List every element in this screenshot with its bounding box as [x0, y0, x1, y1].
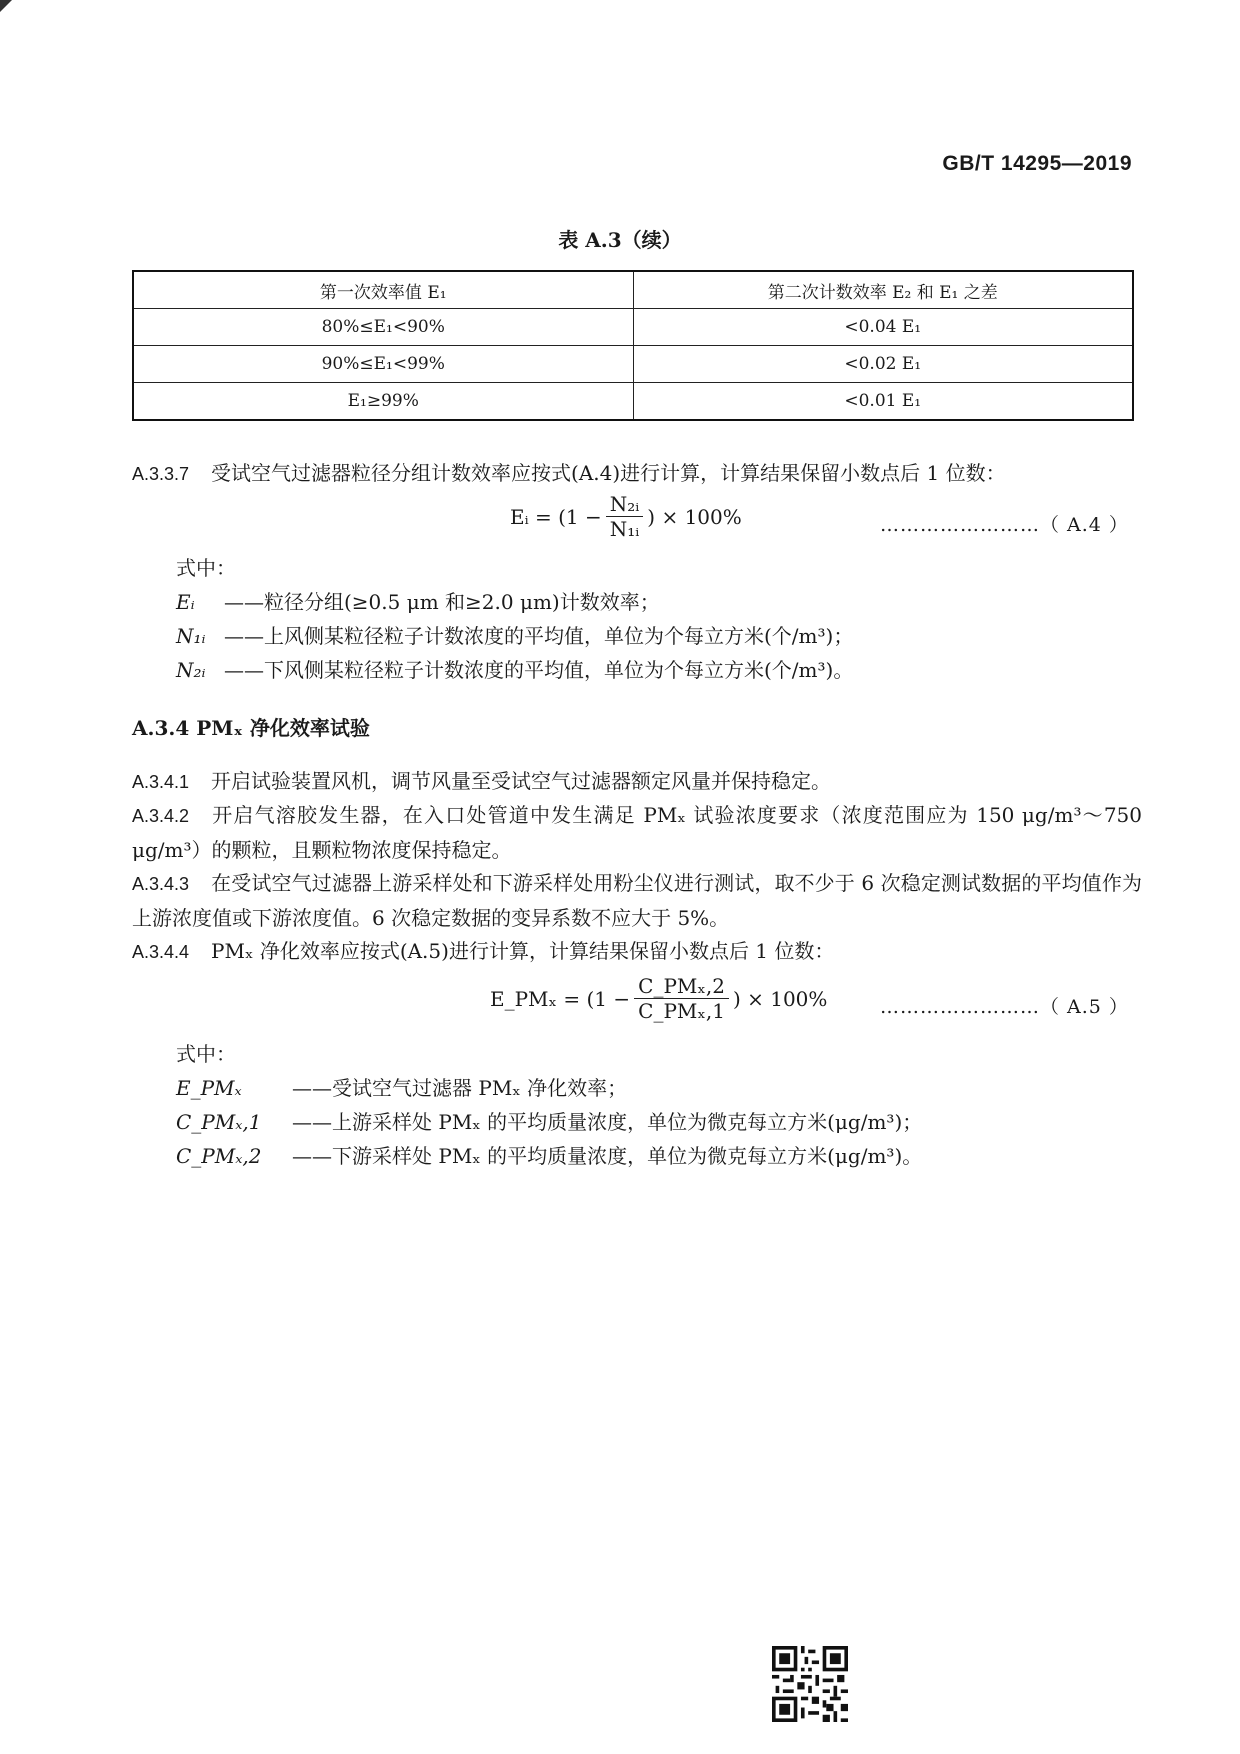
clause-label: A.3.4.2 [132, 806, 190, 826]
formula-lhs: E_PMₓ = (1 − [490, 986, 631, 1011]
standard-number: GB/T 14295—2019 [942, 152, 1132, 175]
variable-row [176, 1072, 627, 1104]
clause-a3344 [132, 934, 1142, 969]
formula-lhs: Eᵢ = (1 − [510, 504, 602, 529]
formula-fraction [606, 492, 644, 541]
variable-row [176, 654, 853, 686]
formula-a4 [510, 492, 742, 541]
table-row [133, 309, 1133, 346]
clause-label: A.3.4.3 [132, 874, 190, 894]
table-cell: <0.02 E₁ [633, 346, 1133, 383]
variable-description: ——上游采样处 PMₓ 的平均质量浓度，单位为微克每立方米(μg/m³)； [292, 1110, 923, 1134]
clause-a337 [132, 456, 1142, 491]
table-row [133, 346, 1133, 383]
table-cell: <0.01 E₁ [633, 383, 1133, 421]
variable-row [176, 1140, 922, 1172]
formula-rhs: ) × 100% [732, 986, 828, 1011]
equation-number: ……………………（ A.4 ） [880, 514, 1129, 536]
where-label: 式中： [176, 1042, 236, 1066]
variable-symbol: E_PMₓ [176, 1076, 242, 1100]
table-cell: 80%≤E₁<90% [133, 309, 633, 346]
formula-numerator: C_PMₓ,2 [634, 974, 729, 999]
variable-description: ——下风侧某粒径粒子计数浓度的平均值，单位为个每立方米(个/m³)。 [224, 658, 854, 682]
variable-row [176, 1106, 922, 1138]
clause-a3341 [132, 764, 1142, 799]
clause-label: A.3.4.4 [132, 942, 190, 962]
clause-text: 在受试空气过滤器上游采样处和下游采样处用粉尘仪进行测试，取不少于 6 次稳定测试数据的平均值作为上游浓度值或下游浓度值。6 次稳定数据的变异系数不应大于 5%。 [132, 871, 1142, 930]
table-cell: E₁≥99% [133, 383, 633, 421]
clause-a3342 [132, 798, 1142, 867]
table-cell: 90%≤E₁<99% [133, 346, 633, 383]
variable-description: ——上风侧某粒径粒子计数浓度的平均值，单位为个每立方米(个/m³)； [224, 624, 854, 648]
table-header-row [133, 271, 1133, 309]
equation-number: ……………………（ A.5 ） [880, 996, 1129, 1018]
variable-row [176, 620, 853, 652]
table-cell: <0.04 E₁ [633, 309, 1133, 346]
section-heading: A.3.4 PMₓ 净化效率试验 [132, 716, 370, 740]
clause-label: A.3.4.1 [132, 772, 190, 792]
variable-symbol: N₂ᵢ [176, 658, 206, 682]
efficiency-table [132, 270, 1134, 421]
qr-code-icon [772, 1646, 848, 1722]
table-title: 表 A.3（续） [558, 228, 682, 252]
formula-rhs: ) × 100% [647, 504, 742, 529]
variable-symbol: Eᵢ [176, 590, 195, 614]
variable-description: ——受试空气过滤器 PMₓ 净化效率； [292, 1076, 628, 1100]
clause-text: PMₓ 净化效率应按式(A.5)进行计算，计算结果保留小数点后 1 位数： [211, 939, 835, 963]
variable-description: ——粒径分组(≥0.5 μm 和≥2.0 μm)计数效率； [224, 590, 660, 614]
clause-text: 开启试验装置风机，调节风量至受试空气过滤器额定风量并保持稳定。 [211, 769, 832, 793]
formula-fraction [634, 974, 729, 1023]
variable-row [176, 586, 660, 618]
clause-text: 受试空气过滤器粒径分组计数效率应按式(A.4)进行计算，计算结果保留小数点后 1 位数： [211, 461, 1006, 485]
formula-denominator: C_PMₓ,1 [638, 999, 725, 1023]
table-header-cell: 第一次效率值 E₁ [133, 271, 633, 309]
variable-symbol: C_PMₓ,2 [176, 1144, 262, 1168]
table-header-cell: 第二次计数效率 E₂ 和 E₁ 之差 [633, 271, 1133, 309]
clause-label: A.3.3.7 [132, 464, 190, 484]
table-row [133, 383, 1133, 421]
clause-text: 开启气溶胶发生器，在入口处管道中发生满足 PMₓ 试验浓度要求（浓度范围应为 150 μg/m³～750 μg/m³）的颗粒，且颗粒物浓度保持稳定。 [132, 803, 1142, 862]
formula-a5 [490, 974, 827, 1023]
variable-symbol: N₁ᵢ [176, 624, 206, 648]
clause-a3343 [132, 866, 1142, 935]
page-corner-mark [0, 0, 12, 12]
variable-description: ——下游采样处 PMₓ 的平均质量浓度，单位为微克每立方米(μg/m³)。 [292, 1144, 923, 1168]
where-label: 式中： [176, 556, 236, 580]
formula-numerator: N₂ᵢ [606, 492, 644, 517]
formula-denominator: N₁ᵢ [609, 517, 640, 541]
variable-symbol: C_PMₓ,1 [176, 1110, 262, 1134]
